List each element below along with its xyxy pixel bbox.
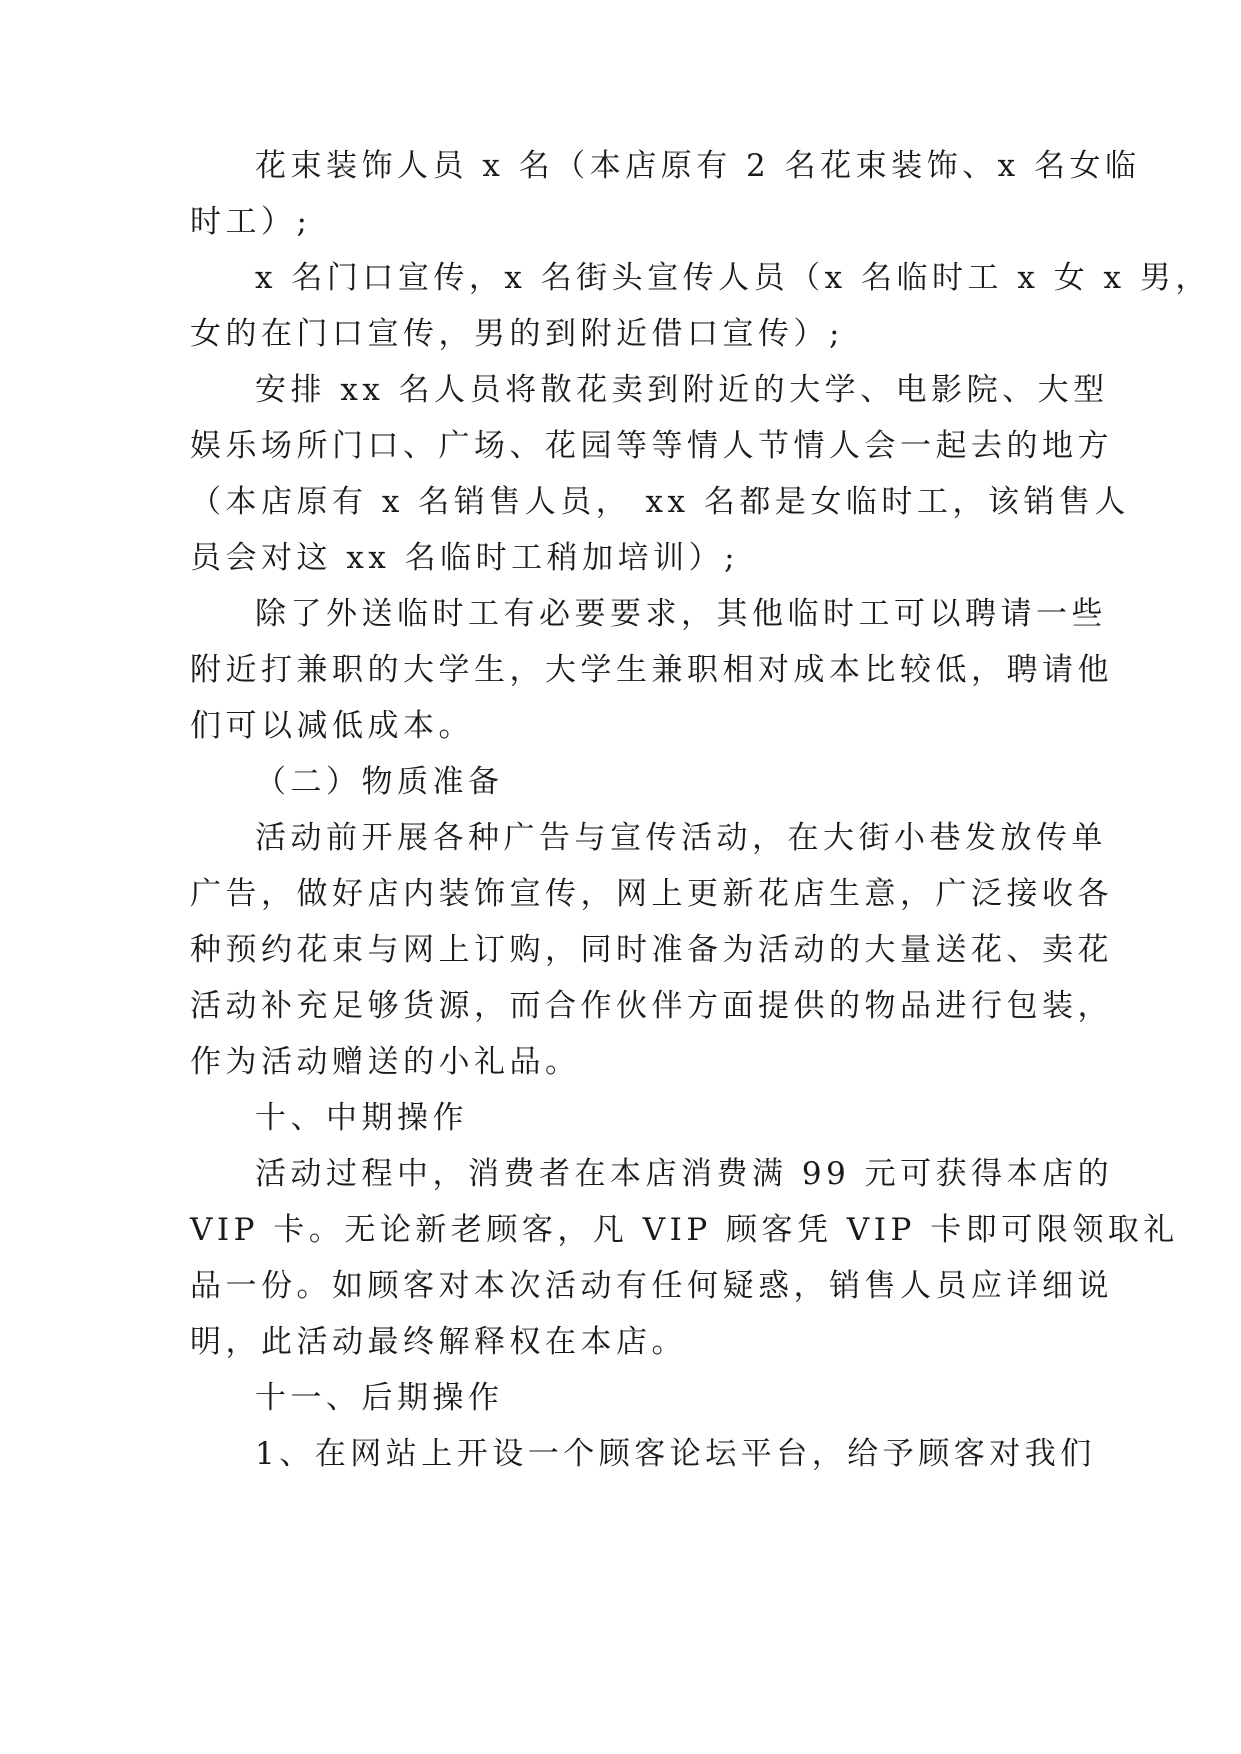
paragraph-line: 们可以减低成本。 [190, 708, 474, 744]
paragraph-line: 除了外送临时工有必要要求，其他临时工可以聘请一些 [255, 596, 1107, 632]
paragraph-line: 花束装饰人员 x 名（本店原有 2 名花束装饰、x 名女临 [255, 148, 1141, 184]
paragraph-line: 作为活动赠送的小礼品。 [190, 1044, 581, 1080]
paragraph-line: 明，此活动最终解释权在本店。 [190, 1324, 687, 1360]
paragraph-line: 附近打兼职的大学生，大学生兼职相对成本比较低，聘请他 [190, 652, 1113, 688]
paragraph-line: 品一份。如顾客对本次活动有任何疑惑，销售人员应详细说 [190, 1268, 1113, 1304]
paragraph-line: 活动过程中，消费者在本店消费满 99 元可获得本店的 [255, 1156, 1114, 1192]
paragraph-line: 广告，做好店内装饰宣传，网上更新花店生意，广泛接收各 [190, 876, 1113, 912]
paragraph-line: 活动前开展各种广告与宣传活动，在大街小巷发放传单 [255, 820, 1107, 856]
paragraph-line: 种预约花束与网上订购，同时准备为活动的大量送花、卖花 [190, 932, 1113, 968]
section-heading: 十一、后期操作 [255, 1380, 504, 1416]
paragraph-line: 娱乐场所门口、广场、花园等等情人节情人会一起去的地方 [190, 428, 1113, 464]
paragraph-line: 安排 xx 名人员将散花卖到附近的大学、电影院、大型 [255, 372, 1109, 408]
paragraph-line: 活动补充足够货源，而合作伙伴方面提供的物品进行包装， [190, 988, 1113, 1024]
paragraph-line: （本店原有 x 名销售人员， xx 名都是女临时工，该销售人 [190, 484, 1130, 520]
paragraph-line: 时工）; [190, 204, 312, 240]
paragraph-line: 员会对这 xx 名临时工稍加培训）; [190, 540, 740, 576]
paragraph-line: 女的在门口宣传，男的到附近借口宣传）; [190, 316, 844, 352]
section-heading: 十、中期操作 [255, 1100, 468, 1136]
section-heading: （二）物质准备 [255, 764, 504, 800]
paragraph-line: x 名门口宣传，x 名街头宣传人员（x 名临时工 x 女 x 男， [255, 260, 1211, 296]
paragraph-line: VIP 卡。无论新老顾客，凡 VIP 顾客凭 VIP 卡即可限领取礼 [190, 1212, 1179, 1248]
paragraph-line: 1、在网站上开设一个顾客论坛平台，给予顾客对我们 [255, 1436, 1096, 1472]
